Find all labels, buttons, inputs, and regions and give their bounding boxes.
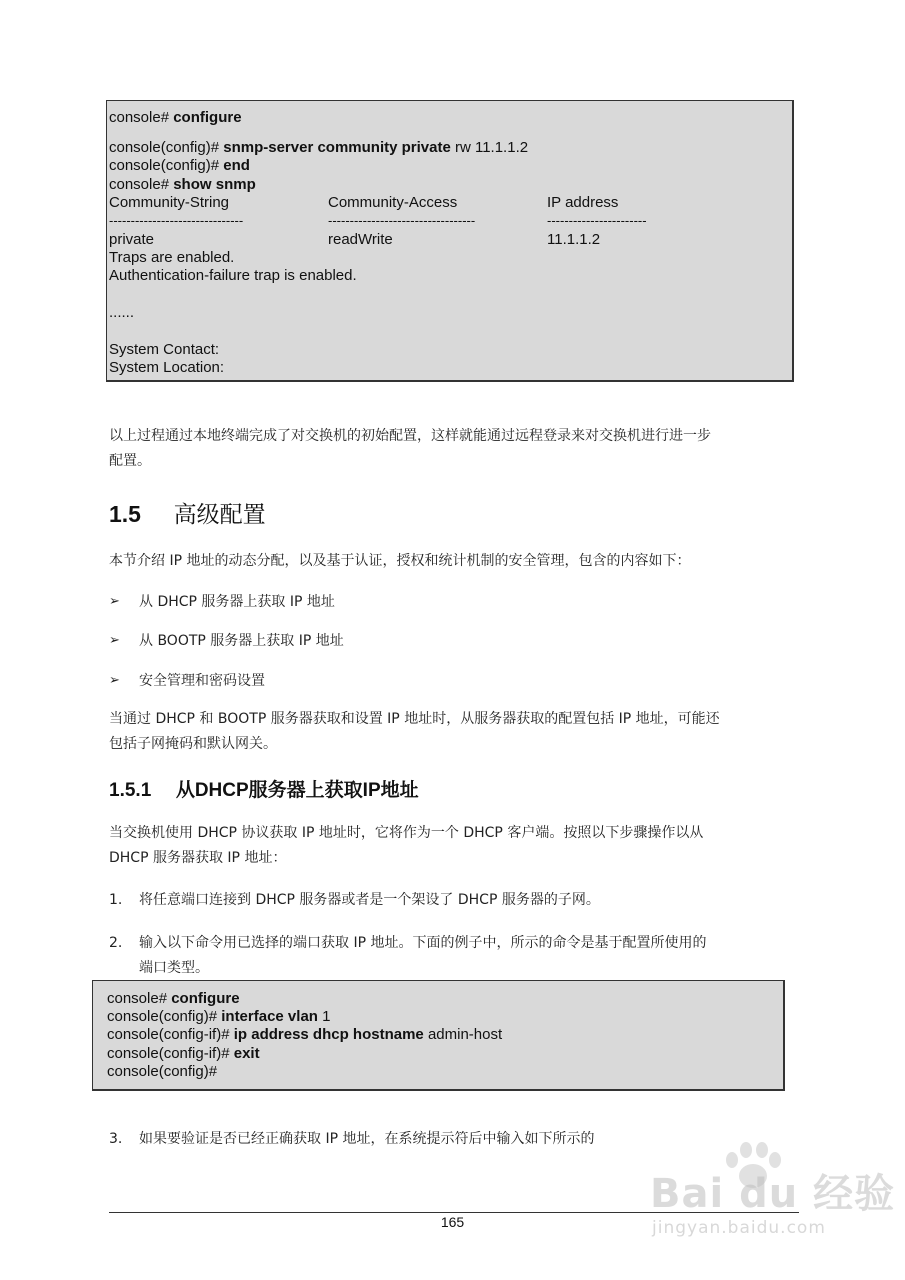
section-title: 高级配置	[173, 502, 266, 528]
code-line: console# configure	[109, 109, 242, 126]
footer-divider	[109, 1212, 799, 1213]
table-dash-1: -------------------------------	[109, 213, 244, 228]
system-contact: System Contact:	[109, 341, 220, 358]
code-block-dhcp	[92, 980, 785, 1091]
paragraph-text: DHCP 服务器获取 IP 地址：	[109, 850, 287, 866]
paragraph-text: 以上过程通过本地终端完成了对交换机的初始配置，这样就能通过远程登录来对交换机进行进一步	[109, 428, 711, 444]
paragraph-text: 包括子网掩码和默认网关。	[109, 736, 277, 752]
subsection-heading	[109, 775, 419, 802]
section-number: 1.5	[109, 501, 141, 527]
code-line: console# configure	[107, 990, 240, 1007]
step-text: 输入以下命令用已选择的端口获取 IP 地址。下面的例子中，所示的命令是基于配置所使用的	[139, 935, 707, 951]
auth-trap-status: Authentication-failure trap is enabled.	[109, 267, 357, 284]
system-location: System Location:	[109, 359, 225, 376]
paragraph-text: 当通过 DHCP 和 BOOTP 服务器获取和设置 IP 地址时，从服务器获取的配置包括 IP 地址，可能还	[109, 711, 720, 727]
bullet-item: 安全管理和密码设置	[139, 673, 265, 689]
subsection-number: 1.5.1	[109, 780, 152, 801]
step-text: 端口类型。	[139, 960, 209, 976]
table-header-community-access: Community-Access	[328, 194, 458, 211]
step-number: 2.	[109, 935, 123, 951]
bullet-arrow-icon: ➢	[109, 673, 120, 688]
traps-status: Traps are enabled.	[109, 249, 235, 266]
table-header-ip-address: IP address	[547, 194, 619, 211]
bullet-item: 从 DHCP 服务器上获取 IP 地址	[139, 594, 335, 610]
code-line: console(config)# end	[109, 157, 250, 174]
code-line: console(config-if)# ip address dhcp hostname admin-host	[107, 1026, 503, 1043]
watermark-brand: Bai du 经验	[650, 1171, 896, 1217]
bullet-arrow-icon: ➢	[109, 594, 120, 609]
ellipsis: ......	[109, 304, 135, 321]
code-line: console(config-if)# exit	[107, 1045, 260, 1062]
code-line: console(config)# interface vlan 1	[107, 1008, 331, 1025]
code-line: console(config)# snmp-server community private rw 11.1.1.2	[109, 139, 529, 156]
section-intro: 本节介绍 IP 地址的动态分配，以及基于认证，授权和统计机制的安全管理，包含的内容如下：	[109, 553, 691, 569]
step-text: 如果要验证是否已经正确获取 IP 地址，在系统提示符后中输入如下所示的	[139, 1131, 595, 1147]
table-cell-ip: 11.1.1.2	[547, 231, 601, 248]
paragraph-text: 当交换机使用 DHCP 协议获取 IP 地址时，它将作为一个 DHCP 客户端。按照以下步骤操作以从	[109, 825, 704, 841]
table-dash-3: -----------------------	[547, 213, 647, 228]
bullet-arrow-icon: ➢	[109, 633, 120, 648]
code-block-snmp	[106, 100, 794, 382]
code-line: console(config)#	[107, 1063, 218, 1080]
watermark-url: jingyan.baidu.com	[652, 1218, 826, 1238]
table-cell-access: readWrite	[328, 231, 393, 248]
table-header-community-string: Community-String	[109, 194, 230, 211]
paragraph-text: 配置。	[109, 453, 151, 469]
section-heading	[109, 496, 266, 529]
step-number: 1.	[109, 892, 123, 908]
bullet-item: 从 BOOTP 服务器上获取 IP 地址	[139, 633, 344, 649]
page-number: 165	[440, 1214, 465, 1230]
table-cell-community: private	[109, 231, 155, 248]
code-line: console# show snmp	[109, 176, 256, 193]
table-dash-2: ----------------------------------	[328, 213, 476, 228]
step-number: 3.	[109, 1131, 123, 1147]
step-text: 将任意端口连接到 DHCP 服务器或者是一个架设了 DHCP 服务器的子网。	[139, 892, 600, 908]
subsection-title: 从DHCP服务器上获取IP地址	[175, 780, 419, 801]
